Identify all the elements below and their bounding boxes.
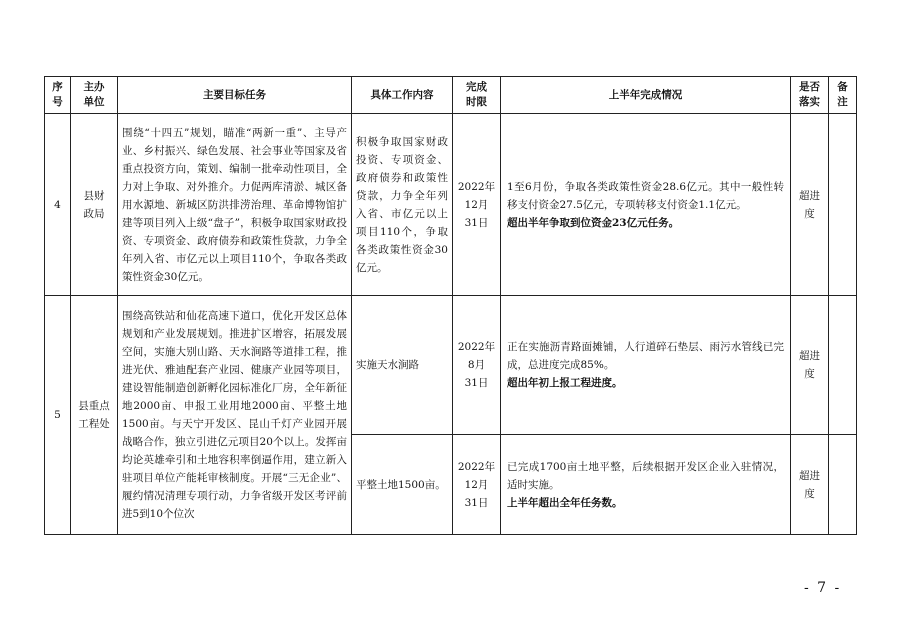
row-progress — [501, 435, 791, 535]
progress-highlight: 超出半年争取到位资金23亿元任务。 — [507, 216, 680, 229]
row-task: 围绕高铁站和仙花高速下道口，优化开发区总体规划和产业发展规划。推进扩区增容，拓展发展空间，实施大别山路、天水涧路等道排工程，推进光伏、雅迪配套产业园、健康产业园等项目，建设智能制造创新孵化园标准化厂房，全年新征地2000亩、申报工业用地2000亩、平整土地1500亩。与天宁开发区、昆山千灯产业园开展战略合作，独立引进亿元项目20个以上。发挥亩均论英雄牵引和土地容积率倒逼作用，建立新入驻项目单位产能耗审核制度。开展“三无企业”、履约情况清理专项行动，力争省级开发区考评前进5到10个位次 — [118, 296, 352, 535]
row-task: 围绕“十四五”规划，瞄准“两新一重”、主导产业、乡村振兴、绿色发展、社会事业等国家及省重点投资方向，策划、编制一批牵动性项目，全力对上争取、对外推介。力促两库清淤、城区备用水源地、新城区防洪排涝治理、革命博物馆扩建等项目列入上级“盘子”，积极争取国家财政投资、专项资金、政府债券和政策性贷款，力争全年列入省、市亿元以上项目110个，争取各类政策性资金30亿元。 — [118, 114, 352, 296]
row-content: 实施天水涧路 — [352, 296, 453, 435]
header-content: 具体工作内容 — [352, 77, 453, 114]
progress-highlight: 上半年超出全年任务数。 — [507, 496, 623, 509]
row-deadline: 2022年 12月 31日 — [453, 435, 501, 535]
row-note — [829, 435, 857, 535]
row-no: 4 — [45, 114, 71, 296]
table-header-row — [45, 77, 857, 114]
header-note: 备 注 — [829, 77, 857, 114]
progress-text: 正在实施沥青路面摊铺，人行道碎石垫层、雨污水管线已完成，总进度完成85%。 — [507, 341, 784, 371]
row-done: 超进 度 — [791, 435, 829, 535]
row-deadline: 2022年 12月 31日 — [453, 114, 501, 296]
table-row — [45, 114, 857, 296]
row-note — [829, 114, 857, 296]
page-number: - 7 - — [804, 580, 842, 596]
row-note — [829, 296, 857, 435]
header-deadline: 完成 时限 — [453, 77, 501, 114]
header-task: 主要目标任务 — [118, 77, 352, 114]
row-no: 5 — [45, 296, 71, 535]
row-done: 超进 度 — [791, 296, 829, 435]
row-dept: 县重点 工程处 — [71, 296, 118, 535]
row-content: 积极争取国家财政投资、专项资金、政府债券和政策性贷款，力争全年列入省、市亿元以上项目110个，争取各类政策性资金30亿元。 — [352, 114, 453, 296]
row-content: 平整土地1500亩。 — [352, 435, 453, 535]
progress-text: 已完成1700亩土地平整，后续根据开发区企业入驻情况，适时实施。 — [507, 460, 784, 491]
header-progress: 上半年完成情况 — [501, 77, 791, 114]
header-done: 是否 落实 — [791, 77, 829, 114]
row-deadline: 2022年 8月 31日 — [453, 296, 501, 435]
row-progress — [501, 296, 791, 435]
header-dept: 主办 单位 — [71, 77, 118, 114]
work-progress-table — [44, 76, 857, 535]
header-no: 序 号 — [45, 77, 71, 114]
row-dept: 县财 政局 — [71, 114, 118, 296]
row-done: 超进 度 — [791, 114, 829, 296]
table-row — [45, 296, 857, 435]
progress-text: 1至6月份，争取各类政策性资金28.6亿元。其中一般性转移支付资金27.5亿元，专项转移支付资金1.1亿元。 — [507, 180, 784, 211]
row-progress — [501, 114, 791, 296]
progress-highlight: 超出年初上报工程进度。 — [507, 377, 623, 389]
